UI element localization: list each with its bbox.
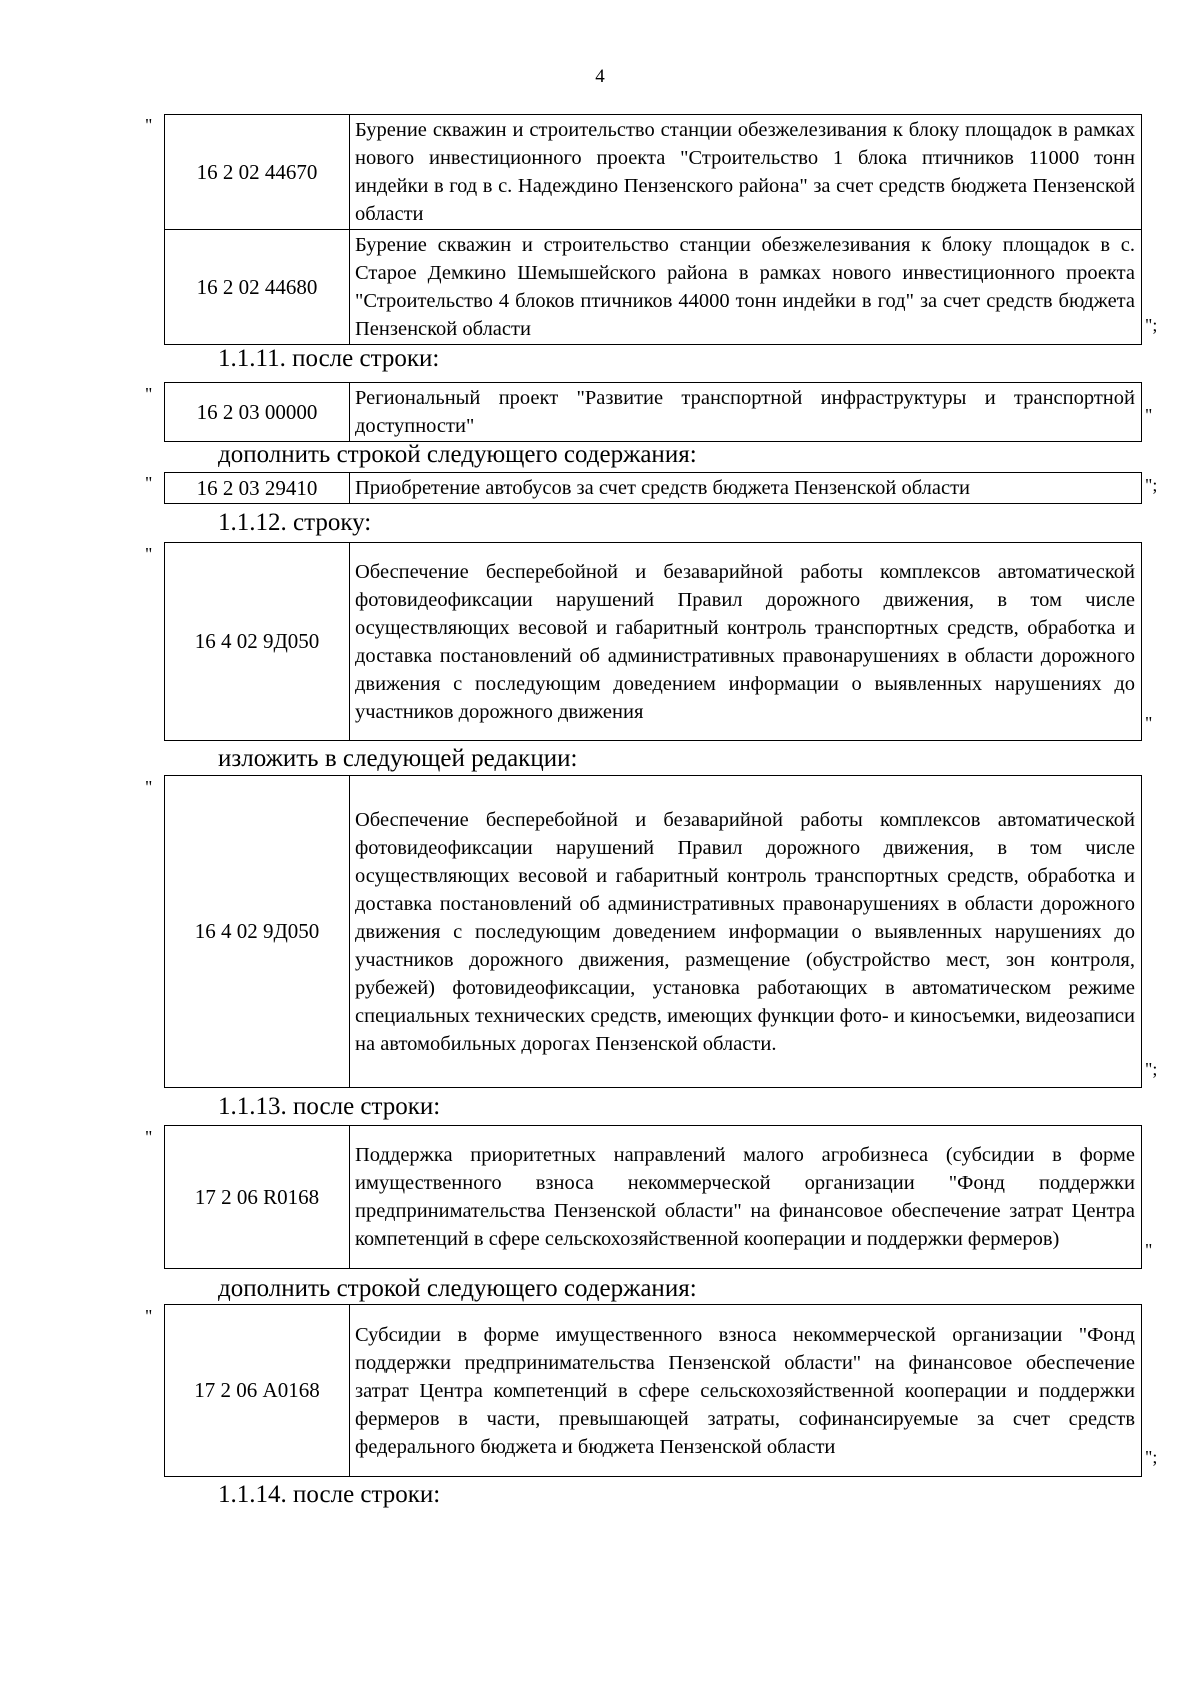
row-description: Субсидии в форме имущественного взноса некоммерческой организации "Фонд поддержки предпринимательства Пензенской области" на финансовое обеспечение затрат Центра компетенций в сфере сельскохозяйственной кооперации и поддержки фермеров в части, превышающей затраты, софинансируемые за счет средств федерального бюджета и бюджета Пензенской области <box>350 1305 1142 1477</box>
row-code: 16 2 03 00000 <box>165 383 350 442</box>
row-description: Бурение скважин и строительство станции обезжелезивания к блоку площадок в с. Старое Демкино Шемышейского района в рамках нового инвестиционного проекта "Строительство 4 блоков птичников 44000 тонн индейки в год" за счет средств бюджета Пензенской области <box>350 230 1142 345</box>
table-block-3 <box>164 472 1142 504</box>
close-quote: " <box>1145 1240 1153 1260</box>
table-row <box>165 230 1142 345</box>
table-block-6 <box>164 1125 1142 1269</box>
table-block-2 <box>164 382 1142 442</box>
open-quote: " <box>145 473 153 493</box>
row-code: 16 4 02 9Д050 <box>165 543 350 741</box>
table-row <box>165 776 1142 1088</box>
row-description: Поддержка приоритетных направлений малого агробизнеса (субсидии в форме имущественного взноса некоммерческой организации "Фонд поддержки предпринимательства Пензенской области" на финансовое обеспечение затрат Центра компетенций в сфере сельскохозяйственной кооперации и поддержки фермеров) <box>350 1126 1142 1269</box>
close-quote: " <box>1145 405 1153 425</box>
paragraph-new-edition: изложить в следующей редакции: <box>218 745 578 772</box>
row-code: 16 2 02 44670 <box>165 115 350 230</box>
table-row <box>165 115 1142 230</box>
row-description: Бурение скважин и строительство станции обезжелезивания к блоку площадок в рамках нового инвестиционного проекта "Строительство 1 блока птичников 11000 тонн индейки в год в с. Надеждино Пензенского района" за счет средств бюджета Пензенской области <box>350 115 1142 230</box>
row-code: 16 2 02 44680 <box>165 230 350 345</box>
open-quote: " <box>145 115 153 135</box>
close-quote: "; <box>1145 1447 1158 1467</box>
table-row <box>165 1126 1142 1269</box>
row-code: 16 2 03 29410 <box>165 473 350 504</box>
row-code: 17 2 06 А0168 <box>165 1305 350 1477</box>
table-block-5 <box>164 775 1142 1088</box>
paragraph-1-1-11: 1.1.11. после строки: <box>218 345 440 372</box>
row-code: 16 4 02 9Д050 <box>165 776 350 1088</box>
open-quote: " <box>145 544 153 564</box>
close-quote: "; <box>1145 1059 1158 1079</box>
paragraph-1-1-13: 1.1.13. после строки: <box>218 1093 441 1120</box>
paragraph-add-row-2: дополнить строкой следующего содержания: <box>218 1275 697 1302</box>
paragraph-1-1-12: 1.1.12. строку: <box>218 509 372 536</box>
paragraph-1-1-14: 1.1.14. после строки: <box>218 1481 441 1508</box>
open-quote: " <box>145 384 153 404</box>
page-number: 4 <box>595 66 605 87</box>
close-quote: "; <box>1145 315 1158 335</box>
table-block-7 <box>164 1304 1142 1477</box>
table-row <box>165 473 1142 504</box>
table-row <box>165 1305 1142 1477</box>
open-quote: " <box>145 1127 153 1147</box>
table-block-4 <box>164 542 1142 741</box>
row-description: Обеспечение бесперебойной и безаварийной работы комплексов автоматической фотовидеофиксации нарушений Правил дорожного движения, в том числе осуществляющих весовой и габаритный контроль транспортных средств, обработка и доставка постановлений об административных правонарушениях в области дорожного движения с последующим доведением информации о выявленных нарушениях до участников дорожного движения <box>350 543 1142 741</box>
close-quote: "; <box>1145 475 1158 495</box>
open-quote: " <box>145 1306 153 1326</box>
row-description: Обеспечение бесперебойной и безаварийной работы комплексов автоматической фотовидеофиксации нарушений Правил дорожного движения, в том числе осуществляющих весовой и габаритный контроль транспортных средств, обработка и доставка постановлений об административных правонарушениях в области дорожного движения с последующим доведением информации о выявленных нарушениях до участников дорожного движения, размещение (обустройство мест, зон контроля, рубежей) фотовидеофиксации, установка работающих в автоматическом режиме специальных технических средств, имеющих функции фото- и киносъемки, видеозаписи на автомобильных дорогах Пензенской области. <box>350 776 1142 1088</box>
row-description: Приобретение автобусов за счет средств бюджета Пензенской области <box>350 473 1142 504</box>
open-quote: " <box>145 777 153 797</box>
table-row <box>165 543 1142 741</box>
table-block-1 <box>164 114 1142 345</box>
row-code: 17 2 06 R0168 <box>165 1126 350 1269</box>
row-description: Региональный проект "Развитие транспортной инфраструктуры и транспортной доступности" <box>350 383 1142 442</box>
close-quote: " <box>1145 713 1153 733</box>
table-row <box>165 383 1142 442</box>
paragraph-add-row: дополнить строкой следующего содержания: <box>218 441 697 468</box>
